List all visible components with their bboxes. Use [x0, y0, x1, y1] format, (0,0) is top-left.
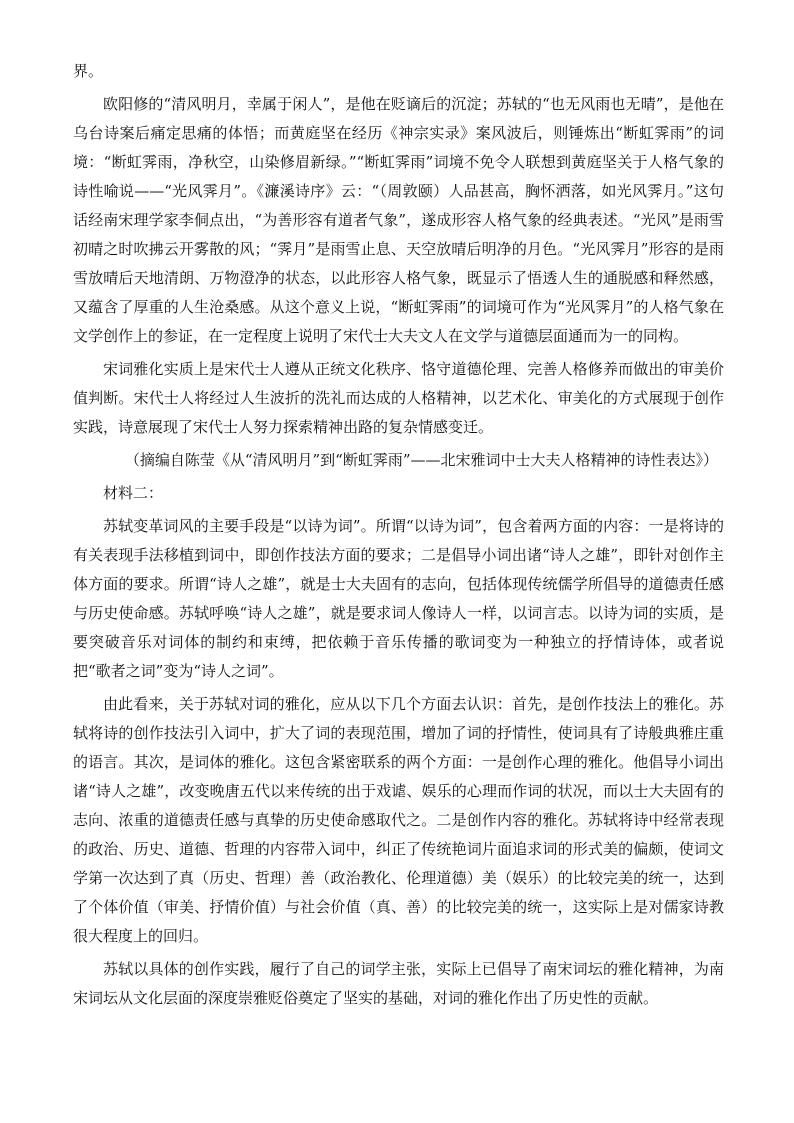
- paragraph-shi-wei-ci: 苏轼变革词风的主要手段是“以诗为词”。所谓“以诗为词”，包含着两方面的内容：一是将诗的有关表现手法移植到词中，即创作技法方面的要求；二是倡导小词出诸“诗人之雄”，即针对创作主体方面的要求。所谓“诗人之雄”，就是士大夫固有的志向，包括体现传统儒学所倡导的道德责任感与历史使命感。苏轼呼唤“诗人之雄”，就是要求词人像诗人一样，以词言志。以诗为词的实质，是要突破音乐对词体的制约和束缚，把依赖于音乐传播的歌词变为一种独立的抒情诗体，或者说把“歌者之词”变为“诗人之词”。: [73, 517, 724, 680]
- source-citation: （摘编自陈莹《从“清风明月”到“断虹霁雨”——北宋雅词中士大夫人格精神的诗性表达》）: [124, 451, 718, 469]
- paragraph-continuation: 界。: [73, 62, 104, 80]
- paragraph-conclusion: 苏轼以具体的创作实践，履行了自己的词学主张，实际上已倡导了南宋词坛的雅化精神，为南宋词坛从文化层面的深度崇雅贬俗奠定了坚实的基础，对词的雅化作出了历史性的贡献。: [73, 960, 724, 1007]
- paragraph-song-ci-elegance: 宋词雅化实质上是宋代士人遵从正统文化秩序、恪守道德伦理、完善人格修养而做出的审美价值判断。宋代士人将经过人生波折的洗礼而达成的人格精神，以艺术化、审美化的方式展现于创作实践，诗意展现了宋代士人努力探索精神出路的复杂情感变迁。: [73, 360, 724, 436]
- material-two-heading: 材料二：: [103, 484, 164, 502]
- paragraph-yahua-aspects: 由此看来，关于苏轼对词的雅化，应从以下几个方面去认识：首先，是创作技法上的雅化。苏轼将诗的创作技法引入词中，扩大了词的表现范围，增加了词的抒情性，使词具有了诗般典雅庄重的语言。其次，是词体的雅化。这包含紧密联系的两个方面：一是创作心理的雅化。他倡导小词出诸“诗人之雄”，改变晚唐五代以来传统的出于戏谑、娱乐的心理而作词的状况，而以士大夫固有的志向、浓重的道德责任感与真挚的历史使命感取代之。二是创作内容的雅化。苏轼将诗中经常表现的政治、历史、道德、哲理的内容带入词中，纠正了传统艳词片面追求词的形式美的偏颇，使词文学第一次达到了真（历史、哲理）善（政治教化、伦理道德）美（娱乐）的比较完美的统一，达到了个体价值（审美、抒情价值）与社会价值（真、善）的比较完美的统一，这实际上是对儒家诗教很大程度上的回归。: [73, 695, 724, 945]
- paragraph-ouyang-su-huang: 欧阳修的“清风明月，幸属于闲人”，是他在贬谪后的沉淀；苏轼的“也无风雨也无晴”，是他在乌台诗案后痛定思痛的体悟；而黄庭坚在经历《神宗实录》案风波后，则锤炼出“断虹霁雨”的词境：“断虹霁雨，净秋空，山染修眉新绿。”“断虹霁雨”词境不免令人联想到黄庭坚关于人格气象的诗性喻说——“光风霁月”。《濂溪诗序》云：“（周敦颐）人品甚高，胸怀洒落，如光风霁月。”这句话经南宋理学家李侗点出，“为善形容有道者气象”，遂成形容人格气象的经典表述。“光风”是雨雪初晴之时吹拂云开雾散的风；“霁月”是雨雪止息、天空放晴后明净的月色。“光风霁月”形容的是雨雪放晴后天地清朗、万物澄净的状态，以此形容人格气象，既显示了悟透人生的通脱感和释然感，又蕴含了厚重的人生沧桑感。从这个意义上说，“断虹霁雨”的词境可作为“光风霁月”的人格气象在文学创作上的参证，在一定程度上说明了宋代士大夫文人在文学与道德层面通而为一的同构。: [73, 95, 724, 345]
